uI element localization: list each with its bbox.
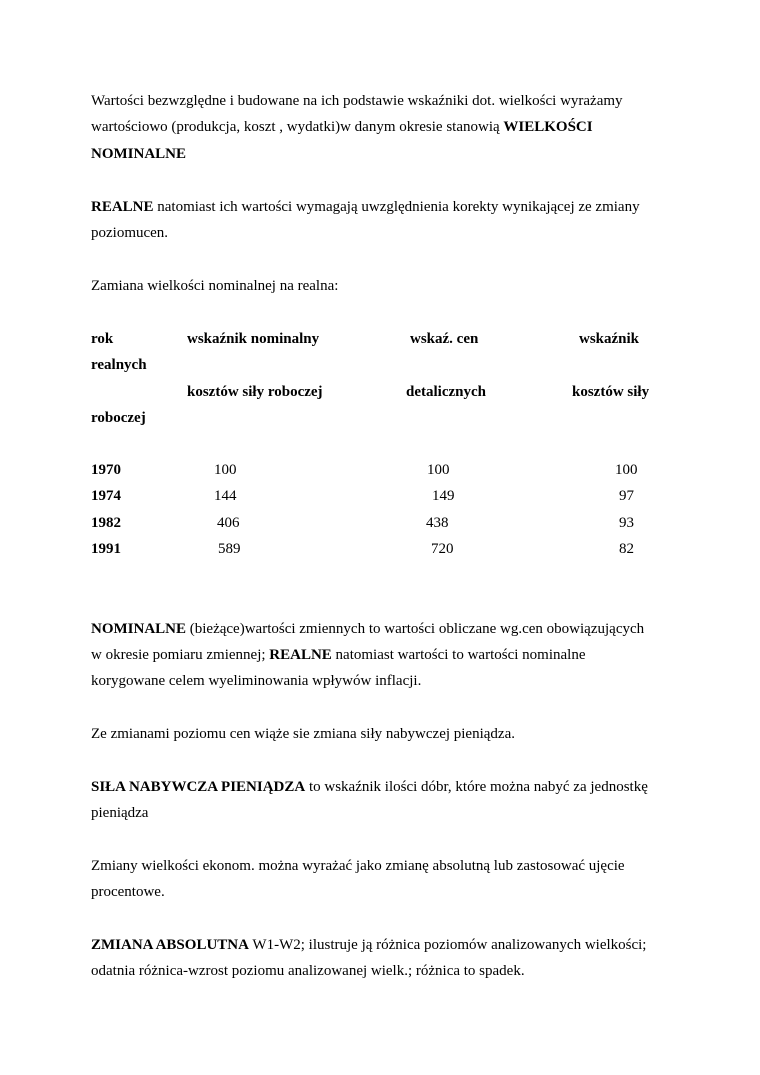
table-row-year: 1974 (91, 488, 121, 504)
table-row-real: 93 (619, 515, 634, 531)
zmiana-abs-line-1-text: W1-W2; ilustruje ją różnica poziomów analizowanych wielkości; (248, 937, 647, 953)
intro-line-2 (91, 117, 593, 137)
table-header-prices-1: wskaź. cen (410, 331, 479, 347)
realne-line-1 (91, 197, 640, 217)
sila-bold: SIŁA NABYWCZA PIENIĄDZA (91, 779, 306, 795)
intro-bold-wielkosci: WIELKOŚCI (503, 119, 593, 135)
table-header-rok: rok (91, 331, 114, 347)
intro-bold-nominalne: NOMINALNE (91, 146, 187, 162)
table-row-nominal: 589 (218, 541, 241, 557)
table-header-real-1: wskaźnik (579, 331, 640, 347)
table-row-real: 100 (615, 462, 638, 478)
zamiana-heading: Zamiana wielkości nominalnej na realna: (91, 278, 339, 294)
nominalne-def-bold: NOMINALNE (91, 621, 187, 637)
sila-line-1-text: to wskaźnik ilości dóbr, które można nabyć za jednostkę (305, 779, 648, 795)
table-row-nominal: 144 (214, 488, 237, 504)
realne-line-1-text: natomiast ich wartości wymagają uwzględnienia korekty wynikającej ze zmiany (153, 199, 640, 215)
realne-line-2: poziomucen. (91, 225, 169, 241)
nominalne-def-line-1 (91, 619, 644, 639)
table-row-year: 1970 (91, 462, 121, 478)
table-header-roboczej: roboczej (91, 410, 146, 426)
nominalne-def-realne-bold: REALNE (269, 647, 332, 663)
intro-line-1: Wartości bezwzględne i budowane na ich podstawie wskaźniki dot. wielkości wyrażamy (91, 93, 623, 109)
zmiany-line-1: Zmiany wielkości ekonom. można wyrażać jako zmianę absolutną lub zastosować ujęcie (91, 858, 625, 874)
table-row-prices: 100 (427, 462, 450, 478)
table-header-realnych: realnych (91, 357, 147, 373)
table-row-prices: 720 (431, 541, 454, 557)
table-header-nominal-1: wskaźnik nominalny (187, 331, 320, 347)
sila-line-1 (91, 777, 648, 797)
intro-line-3 (91, 144, 186, 164)
table-row-year: 1982 (91, 515, 121, 531)
nominalne-def-line-2-after: natomiast wartości to wartości nominalne (331, 647, 586, 663)
table-row-real: 82 (619, 541, 634, 557)
zmiana-abs-line-2: odatnia różnica-wzrost poziomu analizowanej wielk.; różnica to spadek. (91, 963, 525, 979)
zmiana-abs-bold: ZMIANA ABSOLUTNA (91, 937, 249, 953)
table-row-nominal: 406 (217, 515, 240, 531)
table-header-real-2: kosztów siły (572, 384, 650, 400)
nominalne-def-line-1-text: (bieżące)wartości zmiennych to wartości obliczane wg.cen obowiązujących (186, 621, 645, 637)
zmianami-line: Ze zmianami poziomu cen wiąże sie zmiana siły nabywczej pieniądza. (91, 726, 515, 742)
nominalne-def-line-2 (91, 645, 586, 665)
table-row-year: 1991 (91, 541, 121, 557)
table-row-real: 97 (619, 488, 634, 504)
zmiany-line-2: procentowe. (91, 884, 165, 900)
intro-line-2-text: wartościowo (produkcja, koszt , wydatki)w danym okresie stanowią (91, 119, 504, 135)
zmiana-abs-line-1 (91, 935, 646, 955)
table-row-prices: 438 (426, 515, 449, 531)
nominalne-def-line-3: korygowane celem wyeliminowania wpływów inflacji. (91, 673, 422, 689)
table-header-prices-2: detalicznych (406, 384, 486, 400)
table-row-prices: 149 (432, 488, 455, 504)
sila-line-2: pieniądza (91, 805, 149, 821)
table-header-nominal-2: kosztów siły roboczej (187, 384, 323, 400)
nominalne-def-line-2-text: w okresie pomiaru zmiennej; (91, 647, 270, 663)
realne-bold: REALNE (91, 199, 154, 215)
table-row-nominal: 100 (214, 462, 237, 478)
